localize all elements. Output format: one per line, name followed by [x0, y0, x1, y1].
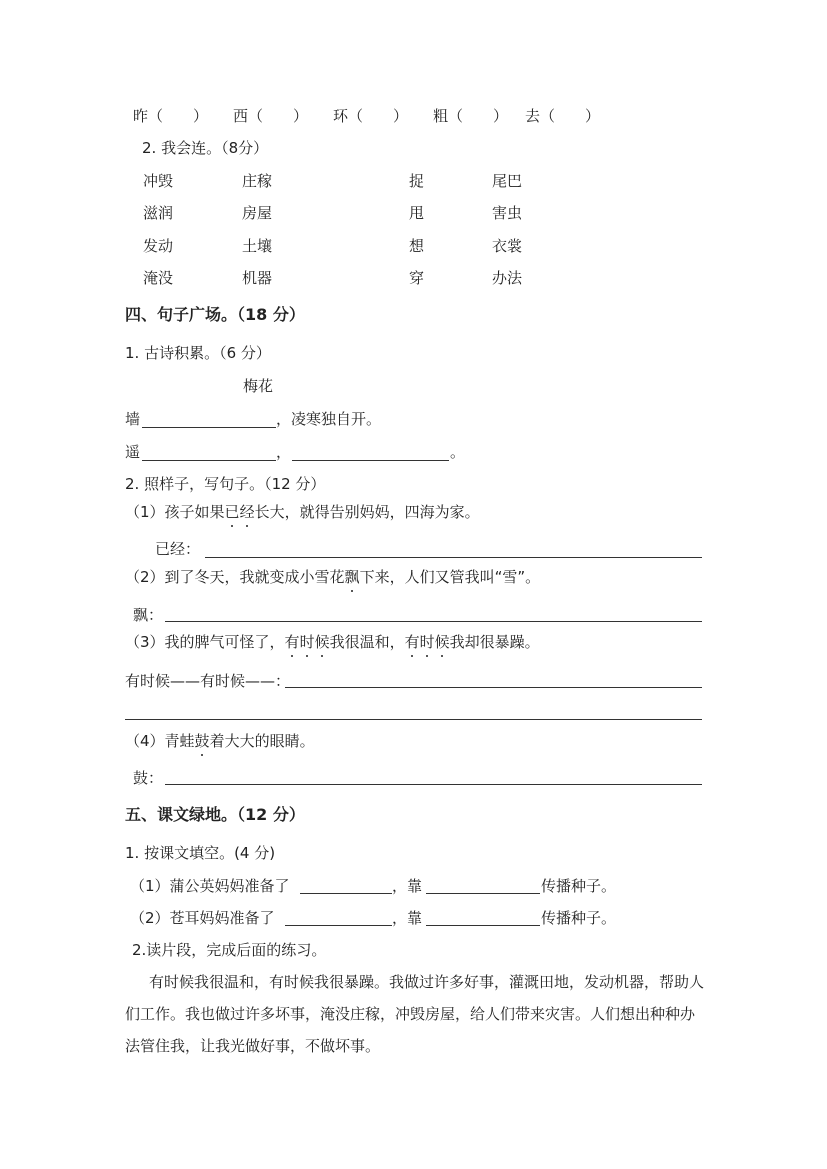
- match-right-word[interactable]: 穿: [409, 269, 425, 287]
- poem-line2-end: 。: [450, 443, 466, 461]
- match-left-word[interactable]: 房屋: [242, 204, 273, 222]
- sentence-text: 长大，就得告别妈妈，四海为家。: [254, 503, 480, 521]
- passage-text: 有时候我很温和，有时候我很暴躁。我做过许多好事，灌溉田地，发动机器，帮助人们工作。我也做过许多坏事，淹没庄稼，冲毁房屋，给人们带来灾害。人们想出种种办法管住我，让我光做好事，不做坏事。: [125, 973, 705, 1055]
- sentence-example-3: [125, 632, 540, 652]
- sentence-text: （2）到了冬天，我就变成小雪花: [125, 568, 345, 586]
- poem-line2-blank-2[interactable]: [292, 460, 449, 461]
- match-left-word[interactable]: 发动: [143, 237, 174, 255]
- answer-line[interactable]: [285, 687, 702, 688]
- poem-line2-blank-1[interactable]: [142, 460, 276, 461]
- fill-blank[interactable]: [300, 893, 392, 894]
- section-heading: 四、句子广场。（18 分）: [125, 305, 305, 324]
- match-right-word[interactable]: 害虫: [492, 204, 523, 222]
- emphasis-char: 时: [299, 633, 315, 651]
- answer-label: 飘：: [133, 606, 164, 624]
- poem-line1-blank[interactable]: [142, 427, 276, 428]
- poem-line1-start: 墙: [125, 410, 141, 428]
- reading-passage: [125, 966, 705, 1062]
- char-blank-2[interactable]: 西（ ）: [233, 107, 309, 125]
- char-blank-4[interactable]: 粗（ ）: [433, 107, 509, 125]
- sentence-text: （4）青蛙: [125, 732, 195, 750]
- match-left-word[interactable]: 滋润: [143, 204, 174, 222]
- poem-title: 梅花: [243, 377, 274, 395]
- emphasis-char: 候: [314, 633, 330, 651]
- answer-line-extra[interactable]: [125, 719, 702, 720]
- sentence-question-title: 2. 照样子，写句子。（12 分）: [125, 475, 326, 493]
- poem-line1-end: ，凌寒独自开。: [276, 410, 382, 428]
- fill-blank[interactable]: [426, 925, 540, 926]
- fill-sentence-1-post: 传播种子。: [541, 877, 617, 895]
- answer-line[interactable]: [165, 621, 702, 622]
- sentence-example-4: [125, 731, 315, 751]
- sentence-text: 我却很暴躁。: [449, 633, 540, 651]
- emphasis-char: 飘: [344, 568, 360, 586]
- poem-question-title: 1. 古诗积累。（6 分）: [125, 344, 271, 362]
- emphasis-char: 有: [284, 633, 300, 651]
- emphasis-char: 经: [239, 503, 255, 521]
- emphasis-char: 已: [224, 503, 240, 521]
- char-blank-3[interactable]: 环（ ）: [333, 107, 409, 125]
- match-question-title: 2. 我会连。（8分）: [142, 139, 269, 157]
- match-right-word[interactable]: 想: [409, 237, 425, 255]
- fill-sentence-2-mid: ，靠: [392, 909, 423, 927]
- fill-blank[interactable]: [285, 925, 392, 926]
- match-right-word[interactable]: 捉: [409, 172, 425, 190]
- match-left-word[interactable]: 机器: [242, 269, 273, 287]
- reading-question-title: 2.读片段，完成后面的练习。: [132, 941, 327, 959]
- answer-label: 鼓：: [133, 769, 164, 787]
- answer-line[interactable]: [165, 784, 702, 785]
- answer-line[interactable]: [205, 557, 702, 558]
- fill-sentence-1-mid: ，靠: [392, 877, 423, 895]
- fill-sentence-2-post: 传播种子。: [541, 909, 617, 927]
- match-right-word[interactable]: 衣裳: [492, 237, 523, 255]
- match-right-word[interactable]: 办法: [492, 269, 523, 287]
- poem-line2-start: 遥: [125, 443, 141, 461]
- emphasis-char: 有: [404, 633, 420, 651]
- match-left-word[interactable]: 土壤: [242, 237, 273, 255]
- sentence-text: （3）我的脾气可怪了，: [125, 633, 285, 651]
- fill-sentence-1-pre: （1）蒲公英妈妈准备了: [130, 877, 290, 895]
- sentence-text: 下来，人们又管我叫“雪”。: [359, 568, 541, 586]
- answer-label: 有时候——有时候——：: [125, 672, 291, 690]
- section-heading: 五、课文绿地。（12 分）: [125, 805, 305, 824]
- emphasis-char: 鼓: [194, 732, 210, 750]
- sentence-example-1: [125, 502, 480, 522]
- match-left-word[interactable]: 淹没: [143, 269, 174, 287]
- fill-sentence-2-pre: （2）苍耳妈妈准备了: [130, 909, 275, 927]
- sentence-text: 我很温和，: [329, 633, 405, 651]
- sentence-text: 着大大的眼睛。: [209, 732, 315, 750]
- fill-blank[interactable]: [426, 893, 540, 894]
- char-blank-1[interactable]: 昨（ ）: [133, 107, 209, 125]
- sentence-example-2: [125, 567, 540, 587]
- fill-question-title: 1. 按课文填空。(4 分): [125, 844, 276, 862]
- emphasis-char: 候: [434, 633, 450, 651]
- match-left-word[interactable]: 庄稼: [242, 172, 273, 190]
- answer-label: 已经：: [155, 540, 201, 558]
- match-left-word[interactable]: 冲毁: [143, 172, 174, 190]
- match-right-word[interactable]: 甩: [409, 204, 425, 222]
- sentence-text: （1）孩子如果: [125, 503, 225, 521]
- emphasis-char: 时: [419, 633, 435, 651]
- poem-line2-comma: ，: [276, 443, 292, 461]
- match-right-word[interactable]: 尾巴: [492, 172, 523, 190]
- char-blank-5[interactable]: 去（ ）: [525, 107, 601, 125]
